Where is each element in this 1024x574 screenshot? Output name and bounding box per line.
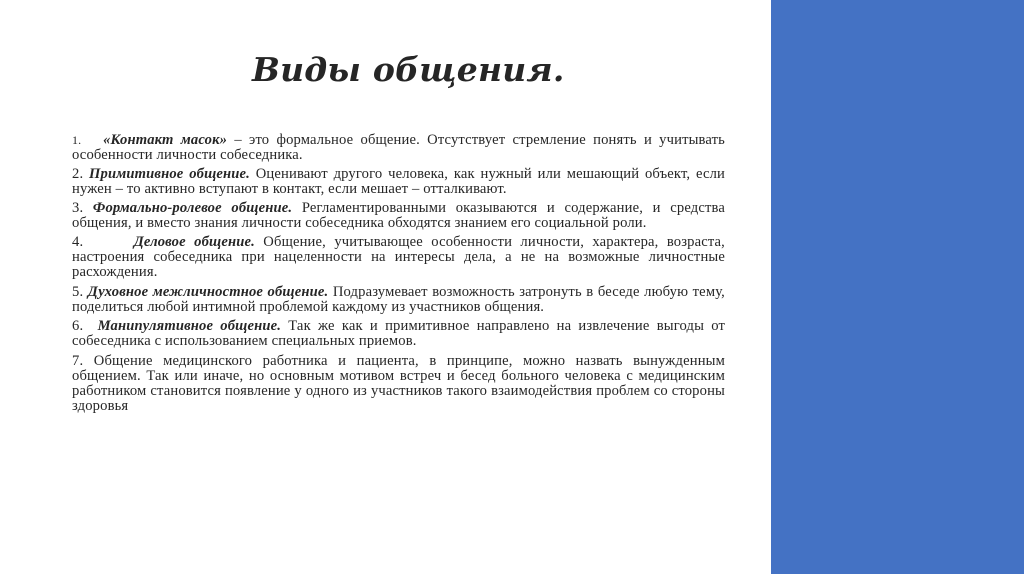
item-number: 5. bbox=[72, 284, 84, 300]
item-term: Духовное межличностное общение. bbox=[87, 284, 329, 300]
list-item bbox=[72, 285, 725, 315]
item-number: 4. bbox=[72, 234, 84, 250]
list-item bbox=[72, 354, 725, 414]
item-term: Деловое общение. bbox=[133, 234, 255, 250]
blue-side-panel bbox=[771, 0, 1024, 574]
item-number: 1. bbox=[72, 133, 82, 147]
list-item bbox=[72, 201, 725, 231]
item-term: Примитивное общение. bbox=[89, 166, 250, 182]
types-of-communication-list bbox=[72, 133, 725, 414]
item-term: Манипулятивное общение. bbox=[97, 318, 282, 334]
slide-title: Виды общения. bbox=[252, 50, 565, 89]
list-item bbox=[72, 319, 725, 349]
item-term: Формально-ролевое общение. bbox=[92, 200, 293, 216]
item-text: – это формальное общение. Отсутствует стремление понять и учитывать особенности личности собеседника. bbox=[72, 132, 725, 163]
item-text: Так же как и примитивное направлено на извлечение выгоды от собеседника с использованием специальных приемов. bbox=[72, 318, 725, 349]
item-number: 2. bbox=[72, 166, 84, 182]
list-item bbox=[72, 133, 725, 163]
item-text: Оценивают другого человека, как нужный или мешающий объект, если нужен – то активно вступают в контакт, если мешает – отталкивают. bbox=[72, 166, 725, 197]
item-term: «Контакт масок» bbox=[103, 132, 228, 148]
item-number: 7. bbox=[72, 353, 84, 369]
item-text: Общение, учитывающее особенности личности, характера, возраста, настроения собеседника при нацеленности на интересы дела, а не на возможные личностные расхождения. bbox=[72, 234, 725, 280]
item-number: 6. bbox=[72, 318, 84, 334]
list-item bbox=[72, 235, 725, 280]
item-text: Общение медицинского работника и пациента, в принципе, можно назвать вынужденным общением. Так или иначе, но основным мотивом встреч и бесед больного человека с медицинским работником становится появление у одного из участников такого взаимодействия проблем со стороны здоровья bbox=[72, 353, 725, 414]
list-item bbox=[72, 167, 725, 197]
item-number: 3. bbox=[72, 200, 84, 216]
item-text: Регламентированными оказываются и содержание, и средства общения, и вместо знания личности собеседника обходятся знанием его социальной роли. bbox=[72, 200, 726, 231]
item-text: Подразумевает возможность затронуть в беседе любую тему, поделиться любой интимной проблемой каждому из участников общения. bbox=[72, 284, 725, 315]
